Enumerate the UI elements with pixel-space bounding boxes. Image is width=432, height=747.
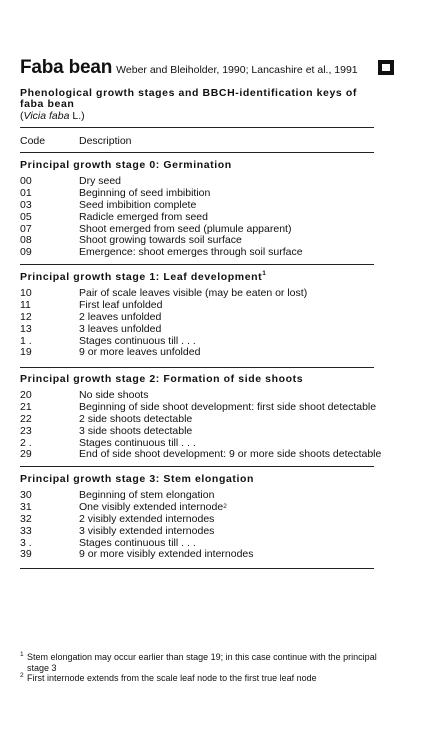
bbch-code: 30 xyxy=(20,489,32,501)
stage-row xyxy=(20,324,374,336)
stage-description: 3 side shoots detectable xyxy=(79,424,193,437)
stage-section xyxy=(20,271,374,359)
stage-title: Principal growth stage 1: Leaf development$^1$ xyxy=(20,270,267,283)
stage-row xyxy=(20,212,374,224)
footnote-mark: 1 xyxy=(20,651,24,658)
bbch-code: 08 xyxy=(20,234,32,247)
title-row xyxy=(20,57,358,79)
stage-row xyxy=(20,514,374,526)
section-rule xyxy=(20,466,374,467)
section-rule xyxy=(20,264,374,265)
footnote-text: First internode extends from the scale leaf node to the first true leaf node xyxy=(27,673,317,684)
bbch-code: 13 xyxy=(20,322,32,335)
stage-description: End of side shoot development: 9 or more side shoots detectable xyxy=(79,448,382,461)
bbch-code: 07 xyxy=(20,222,32,235)
rule-top xyxy=(20,127,374,128)
bbch-code: 10 xyxy=(20,287,32,299)
stage-description: Stages continuous till . . . xyxy=(79,436,196,449)
bbch-code: 33 xyxy=(20,524,32,537)
bbch-code: 20 xyxy=(20,389,32,401)
page-subtitle: Phenological growth stages and BBCH-identification keys of faba bean xyxy=(20,87,358,110)
column-header-code: Code xyxy=(20,135,46,147)
stage-description: One visibly extended internode$^2$ xyxy=(79,500,227,513)
stage-row xyxy=(20,200,374,212)
species-name xyxy=(20,110,85,122)
species-paren-open: ( xyxy=(20,110,24,122)
footnote xyxy=(20,673,380,684)
bbch-code: 31 xyxy=(20,500,32,513)
bbch-code: 22 xyxy=(20,412,32,425)
stage-description: Emergence: shoot emerges through soil surface xyxy=(79,246,303,259)
stage-description: 2 side shoots detectable xyxy=(79,412,193,425)
footnote-ref: 2 xyxy=(223,502,227,510)
stage-row xyxy=(20,312,374,324)
bbch-code: 12 xyxy=(20,310,32,323)
section-rule xyxy=(20,568,374,569)
stage-description: Dry seed xyxy=(79,175,122,187)
bbch-code: 05 xyxy=(20,210,32,223)
title-references: Weber and Bleiholder, 1990; Lancashire et al., 1991 xyxy=(116,64,358,76)
footnote-text: Stem elongation may occur earlier than stage 19; in this case continue with the principal stage 3 xyxy=(27,652,377,673)
bbch-code: 19 xyxy=(20,346,32,359)
crop-title: Faba bean xyxy=(20,57,113,78)
footnotes xyxy=(20,652,380,684)
bbch-code: 21 xyxy=(20,400,32,413)
bbch-code: 39 xyxy=(20,548,32,561)
stage-description: Stages continuous till . . . xyxy=(79,334,196,347)
stage-description: Beginning of seed imbibition xyxy=(79,186,211,199)
stage-row xyxy=(20,414,374,426)
stage-title: Principal growth stage 3: Stem elongation xyxy=(20,473,255,485)
bbch-code: 00 xyxy=(20,175,32,187)
bbch-code: 23 xyxy=(20,424,32,437)
bbch-code: 03 xyxy=(20,198,32,211)
footnote-ref: 1 xyxy=(262,270,267,277)
stage-description: Radicle emerged from seed xyxy=(79,210,208,223)
stage-description: 2 visibly extended internodes xyxy=(79,512,215,525)
stage-row xyxy=(20,426,374,438)
bbch-code: 09 xyxy=(20,246,32,259)
stage-title: Principal growth stage 0: Germination xyxy=(20,159,232,171)
stage-description: Pair of scale leaves visible (may be eaten or lost) xyxy=(79,287,308,299)
bbch-code: 32 xyxy=(20,512,32,525)
stage-row xyxy=(20,300,374,312)
column-header-description: Description xyxy=(79,135,132,147)
stage-description: Shoot growing towards soil surface xyxy=(79,234,242,247)
bbch-code: 01 xyxy=(20,186,32,199)
section-rule xyxy=(20,367,374,368)
bbch-code: 11 xyxy=(20,298,31,311)
stage-row xyxy=(20,400,377,414)
stage-description: No side shoots xyxy=(79,389,149,401)
stage-description: Shoot emerged from seed (plumule apparent) xyxy=(79,222,292,235)
species-paren-close: L.) xyxy=(69,110,85,122)
section-tab-marker xyxy=(378,60,394,75)
stage-description: 3 visibly extended internodes xyxy=(79,524,215,537)
footnote-mark: 2 xyxy=(20,672,24,680)
stage-description: First leaf unfolded xyxy=(79,298,163,311)
stage-description: Beginning of stem elongation xyxy=(79,489,215,501)
stage-description: 3 leaves unfolded xyxy=(79,322,162,335)
stage-row xyxy=(20,526,374,538)
stage-section xyxy=(20,473,374,561)
stage-title: Principal growth stage 2: Formation of side shoots xyxy=(20,373,304,385)
stage-row xyxy=(20,188,374,200)
stage-description: 9 or more leaves unfolded xyxy=(79,346,201,359)
stage-section xyxy=(20,159,374,259)
bbch-code: 29 xyxy=(20,448,32,461)
stage-description: Beginning of side shoot development: first side shoot detectable xyxy=(79,400,377,413)
stage-row xyxy=(20,288,374,300)
stage-description: 2 leaves unfolded xyxy=(79,310,162,323)
stage-row xyxy=(20,502,374,514)
stage-description: Stages continuous till . . . xyxy=(79,536,196,549)
bbch-code: 2 . xyxy=(20,436,32,449)
stage-description: 9 or more visibly extended internodes xyxy=(79,548,254,561)
rule-header xyxy=(20,152,374,153)
stage-row xyxy=(20,347,374,359)
stage-description: Seed imbibition complete xyxy=(79,198,197,211)
stage-row xyxy=(20,448,382,461)
stage-section xyxy=(20,373,382,461)
bbch-code: 1 . xyxy=(20,334,32,347)
bbch-code: 3 . xyxy=(20,536,32,549)
stage-row xyxy=(20,247,374,259)
stage-row xyxy=(20,549,374,561)
footnote xyxy=(20,652,380,673)
species-latin: Vicia faba xyxy=(23,110,70,122)
